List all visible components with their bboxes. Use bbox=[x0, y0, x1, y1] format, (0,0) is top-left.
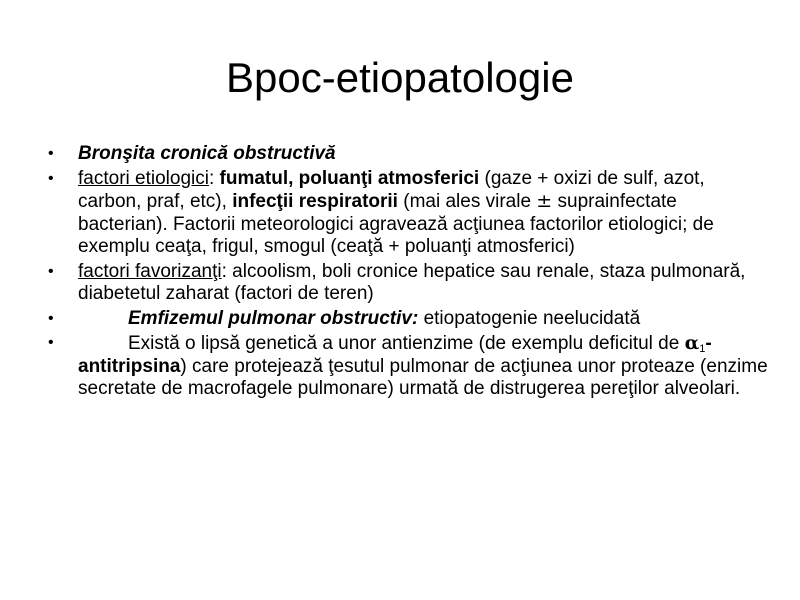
colon: : bbox=[208, 167, 220, 189]
emfizem-text: etiopatogenie neelucidată bbox=[418, 307, 641, 329]
infectii-respiratorii-text: infecţii respiratorii bbox=[232, 191, 398, 212]
factori-favorizanti-text: : alcoolism, boli cronice hepatice sau renale, staza pulmonară, diabetetul zaharat (factori de teren) bbox=[78, 260, 746, 304]
fumatul-poluanti-text: fumatul, poluanţi atmosferici bbox=[219, 167, 480, 189]
bullet-item-emfizem bbox=[48, 308, 768, 331]
bullet-list bbox=[48, 143, 768, 403]
bullet-item-bronsita bbox=[48, 143, 768, 166]
bullet-item-lipsa-genetica bbox=[48, 332, 768, 401]
bullet-dot-icon: • bbox=[48, 309, 54, 327]
mai-ales-virale-text: (mai ales virale bbox=[397, 191, 537, 212]
protejeaza-text: ) care protejează ţesutul pulmonar de acţiunea unor proteaze (enzime secretate de macrofagele pulmonare) urmată de distrugerea pereţilor alveolari. bbox=[78, 355, 768, 399]
gaze-oxizi-text: (gaze + oxizi de sulf, azot, carbon, praf, etc), bbox=[78, 167, 705, 212]
suprainfectate-text: suprainfectate bacterian). Factorii meteorologici agravează acţiunea factorilor etiologici; de exemplu ceaţa, frigul, smogul (ceaţă + poluanţi atmosferici) bbox=[78, 191, 714, 257]
alpha-subscript: 1 bbox=[699, 343, 706, 355]
emfizem-heading: Emfizemul pulmonar obstructiv: bbox=[128, 307, 419, 329]
bullet-dot-icon: • bbox=[48, 262, 54, 280]
factori-etiologici-label: factori etiologici bbox=[78, 167, 209, 189]
plus-minus-symbol: ± bbox=[536, 190, 553, 212]
bullet-dot-icon: • bbox=[48, 334, 54, 351]
bullet-dot-icon: • bbox=[48, 145, 54, 162]
bullet-item-factori-etiologici bbox=[48, 168, 768, 259]
antitripsina-text: -antitripsina bbox=[78, 333, 712, 377]
lipsa-genetica-text: Există o lipsă genetică a unor antienzime (de exemplu deficitul de bbox=[128, 333, 685, 354]
bullet-item-factori-favorizanti bbox=[48, 261, 768, 306]
factori-favorizanti-label: factori favorizanţi bbox=[78, 260, 222, 282]
bullet-dot-icon: • bbox=[48, 169, 54, 187]
alpha-symbol: α bbox=[684, 332, 700, 354]
bronsita-heading: Bronşita cronică obstructivă bbox=[78, 143, 336, 164]
slide-title: Bpoc-etiopatologie bbox=[226, 54, 574, 101]
